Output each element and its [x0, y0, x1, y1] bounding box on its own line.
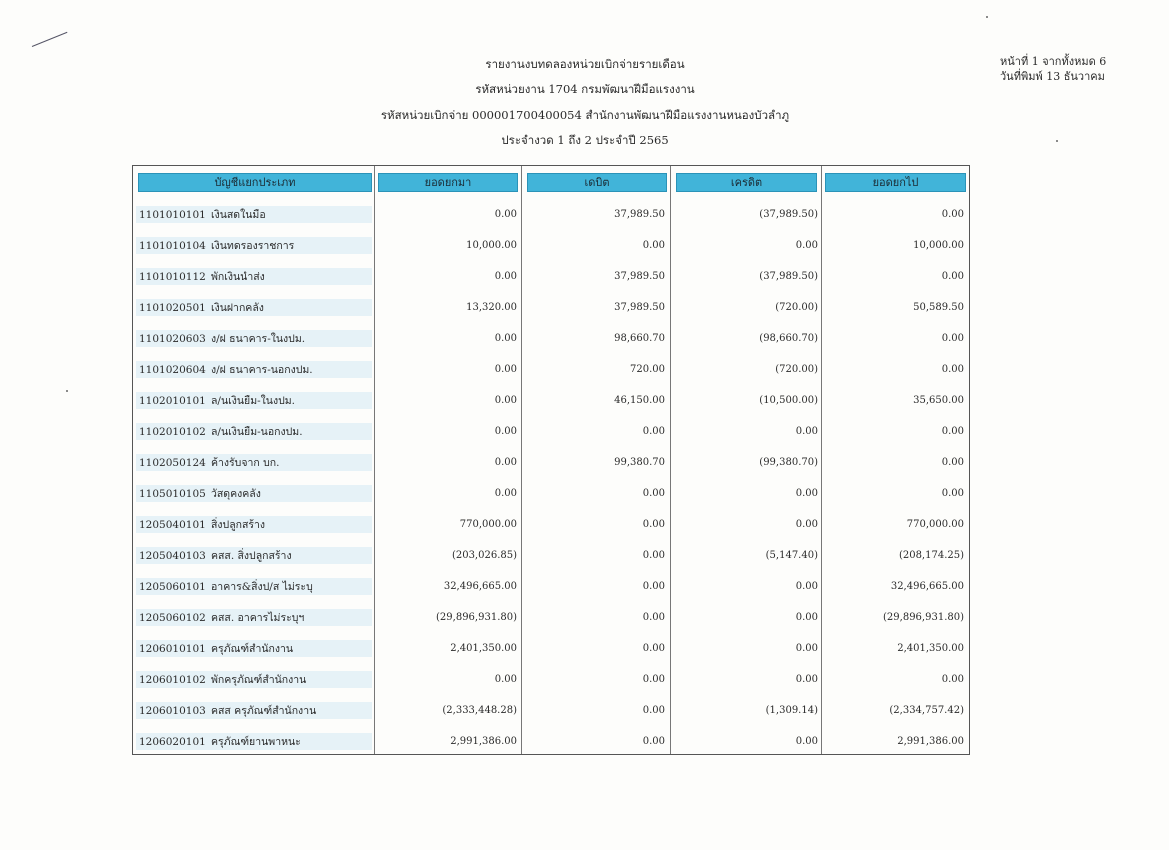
table-row — [133, 478, 969, 509]
table-row — [133, 509, 969, 540]
credit-value: 0.00 — [795, 240, 818, 251]
account-name: คสส ครุภัณฑ์สำนักงาน — [211, 705, 317, 717]
credit-value: 0.00 — [795, 581, 818, 592]
brought-forward-value: 2,991,386.00 — [450, 736, 517, 747]
carried-forward-value: 32,496,665.00 — [890, 581, 964, 592]
table-row — [133, 292, 969, 323]
account-code: 1205040101 — [139, 519, 206, 531]
brought-forward-value: 13,320.00 — [466, 302, 517, 313]
credit-value: 0.00 — [795, 736, 818, 747]
table-row — [133, 416, 969, 447]
header-brought-forward: ยอดยกมา — [378, 173, 518, 192]
account-name: ครุภัณฑ์สำนักงาน — [211, 643, 294, 655]
scan-speck — [986, 16, 988, 18]
brought-forward-value: 10,000.00 — [466, 240, 517, 251]
account-code: 1101020501 — [139, 302, 206, 314]
brought-forward-value: 0.00 — [494, 488, 517, 499]
carried-forward-value: 0.00 — [941, 488, 964, 499]
account-name: คสส. อาคารไม่ระบุฯ — [211, 612, 305, 624]
brought-forward-value: 0.00 — [494, 457, 517, 468]
carried-forward-value: 0.00 — [941, 271, 964, 282]
disbursement-unit-line: รหัสหน่วยเบิกจ่าย 000001700400054 สำนักงานพัฒนาฝีมือแรงงานหนองบัวลำภู — [380, 107, 790, 122]
account-code: 1102050124 — [139, 457, 206, 469]
account-code: 1101010112 — [139, 271, 206, 283]
account-name: ค้างรับจาก บก. — [211, 457, 280, 469]
credit-value: 0.00 — [795, 519, 818, 530]
account-code: 1206010101 — [139, 643, 206, 655]
report-title: รายงานงบทดลองหน่วยเบิกจ่ายรายเดือน — [485, 57, 685, 71]
table-row — [133, 571, 969, 602]
debit-value: 0.00 — [642, 240, 665, 251]
debit-value: 0.00 — [642, 705, 665, 716]
table-row — [133, 695, 969, 726]
debit-value: 0.00 — [642, 736, 665, 747]
brought-forward-value: 0.00 — [494, 209, 517, 220]
carried-forward-value: 10,000.00 — [913, 240, 964, 251]
brought-forward-value: (29,896,931.80) — [436, 612, 517, 623]
carried-forward-value: 50,589.50 — [913, 302, 964, 313]
debit-value: 99,380.70 — [614, 457, 665, 468]
brought-forward-value: (203,026.85) — [451, 550, 517, 561]
carried-forward-value: 0.00 — [941, 674, 964, 685]
print-date: วันที่พิมพ์ 13 ธันวาคม — [1000, 70, 1105, 83]
account-code: 1206020101 — [139, 736, 206, 748]
account-code: 1101020604 — [139, 364, 206, 376]
account-name: อาคาร&สิ่งป/ส ไม่ระบุ — [211, 581, 313, 593]
brought-forward-value: 0.00 — [494, 395, 517, 406]
debit-value: 0.00 — [642, 674, 665, 685]
table-row — [133, 230, 969, 261]
credit-value: (720.00) — [775, 364, 818, 375]
table-row — [133, 354, 969, 385]
account-name: ครุภัณฑ์ยานพาหนะ — [211, 736, 301, 748]
account-name: สิ่งปลูกสร้าง — [211, 519, 266, 531]
credit-value: 0.00 — [795, 488, 818, 499]
credit-value: (37,989.50) — [759, 209, 818, 220]
account-name: ล/นเงินยืม-ในงปม. — [211, 395, 296, 407]
debit-value: 0.00 — [642, 643, 665, 654]
carried-forward-value: (2,334,757.42) — [889, 705, 964, 716]
account-code: 1102010101 — [139, 395, 206, 407]
carried-forward-value: 0.00 — [941, 209, 964, 220]
carried-forward-value: 0.00 — [941, 364, 964, 375]
credit-value: 0.00 — [795, 674, 818, 685]
account-name: เงินฝากคลัง — [211, 302, 264, 314]
brought-forward-value: 0.00 — [494, 364, 517, 375]
debit-value: 0.00 — [642, 550, 665, 561]
brought-forward-value: (2,333,448.28) — [442, 705, 517, 716]
account-name: เงินสดในมือ — [211, 209, 266, 221]
account-name: วัสดุคงคลัง — [211, 488, 261, 500]
account-name: ง/ฝ ธนาคาร-นอกงปม. — [211, 364, 313, 376]
debit-value: 0.00 — [642, 612, 665, 623]
debit-value: 46,150.00 — [614, 395, 665, 406]
debit-value: 0.00 — [642, 488, 665, 499]
table-row — [133, 664, 969, 695]
credit-value: (720.00) — [775, 302, 818, 313]
account-code: 1206010102 — [139, 674, 206, 686]
carried-forward-value: 0.00 — [941, 457, 964, 468]
table-row — [133, 447, 969, 478]
debit-value: 0.00 — [642, 426, 665, 437]
credit-value: (10,500.00) — [759, 395, 818, 406]
debit-value: 37,989.50 — [614, 209, 665, 220]
account-code: 1205060102 — [139, 612, 206, 624]
account-code: 1102010102 — [139, 426, 206, 438]
account-code: 1101020603 — [139, 333, 206, 345]
brought-forward-value: 0.00 — [494, 271, 517, 282]
brought-forward-value: 770,000.00 — [459, 519, 517, 530]
brought-forward-value: 0.00 — [494, 674, 517, 685]
trial-balance-table — [132, 165, 970, 755]
credit-value: (37,989.50) — [759, 271, 818, 282]
carried-forward-value: 0.00 — [941, 426, 964, 437]
carried-forward-value: 0.00 — [941, 333, 964, 344]
account-code: 1206010103 — [139, 705, 206, 717]
credit-value: (1,309.14) — [765, 705, 818, 716]
account-name: ล/นเงินยืม-นอกงปม. — [211, 426, 303, 438]
debit-value: 37,989.50 — [614, 302, 665, 313]
account-name: เงินทดรองราชการ — [211, 240, 295, 252]
account-code: 1101010104 — [139, 240, 206, 252]
table-row — [133, 323, 969, 354]
table-row — [133, 199, 969, 230]
header-credit: เครดิต — [676, 173, 817, 192]
debit-value: 0.00 — [642, 519, 665, 530]
account-name: ง/ฝ ธนาคาร-ในงปม. — [211, 333, 306, 345]
table-row — [133, 540, 969, 571]
credit-value: 0.00 — [795, 426, 818, 437]
debit-value: 0.00 — [642, 581, 665, 592]
header-debit: เดบิต — [527, 173, 667, 192]
account-name: พักเงินนำส่ง — [211, 271, 265, 283]
agency-code-line: รหัสหน่วยงาน 1704 กรมพัฒนาฝีมือแรงงาน — [475, 82, 695, 97]
brought-forward-value: 0.00 — [494, 333, 517, 344]
carried-forward-value: 35,650.00 — [913, 395, 964, 406]
report-title-block — [300, 52, 870, 153]
table-row — [133, 602, 969, 633]
brought-forward-value: 2,401,350.00 — [450, 643, 517, 654]
credit-value: 0.00 — [795, 612, 818, 623]
credit-value: (99,380.70) — [759, 457, 818, 468]
carried-forward-value: 770,000.00 — [906, 519, 964, 530]
account-code: 1105010105 — [139, 488, 206, 500]
debit-value: 98,660.70 — [614, 333, 665, 344]
credit-value: (5,147.40) — [765, 550, 818, 561]
period-line: ประจำงวด 1 ถึง 2 ประจำปี 2565 — [501, 132, 669, 147]
credit-value: 0.00 — [795, 643, 818, 654]
scan-speck — [66, 390, 68, 392]
carried-forward-value: 2,991,386.00 — [897, 736, 964, 747]
table-row — [133, 633, 969, 664]
carried-forward-value: (208,174.25) — [898, 550, 964, 561]
debit-value: 720.00 — [630, 364, 665, 375]
debit-value: 37,989.50 — [614, 271, 665, 282]
header-account: บัญชีแยกประเภท — [138, 173, 372, 192]
credit-value: (98,660.70) — [759, 333, 818, 344]
table-row — [133, 261, 969, 292]
account-code: 1101010101 — [139, 209, 206, 221]
account-code: 1205040103 — [139, 550, 206, 562]
brought-forward-value: 0.00 — [494, 426, 517, 437]
account-name: คสส. สิ่งปลูกสร้าง — [211, 550, 292, 562]
carried-forward-value: 2,401,350.00 — [897, 643, 964, 654]
scan-speck — [1056, 140, 1058, 142]
account-name: พักครุภัณฑ์สำนักงาน — [211, 674, 307, 686]
header-carried-forward: ยอดยกไป — [825, 173, 966, 192]
page-number: หน้าที่ 1 จากทั้งหมด 6 — [1000, 55, 1107, 68]
carried-forward-value: (29,896,931.80) — [883, 612, 964, 623]
scan-mark — [32, 32, 68, 47]
brought-forward-value: 32,496,665.00 — [443, 581, 517, 592]
table-row — [133, 726, 969, 757]
page-info — [1000, 54, 1106, 84]
account-code: 1205060101 — [139, 581, 206, 593]
table-row — [133, 385, 969, 416]
